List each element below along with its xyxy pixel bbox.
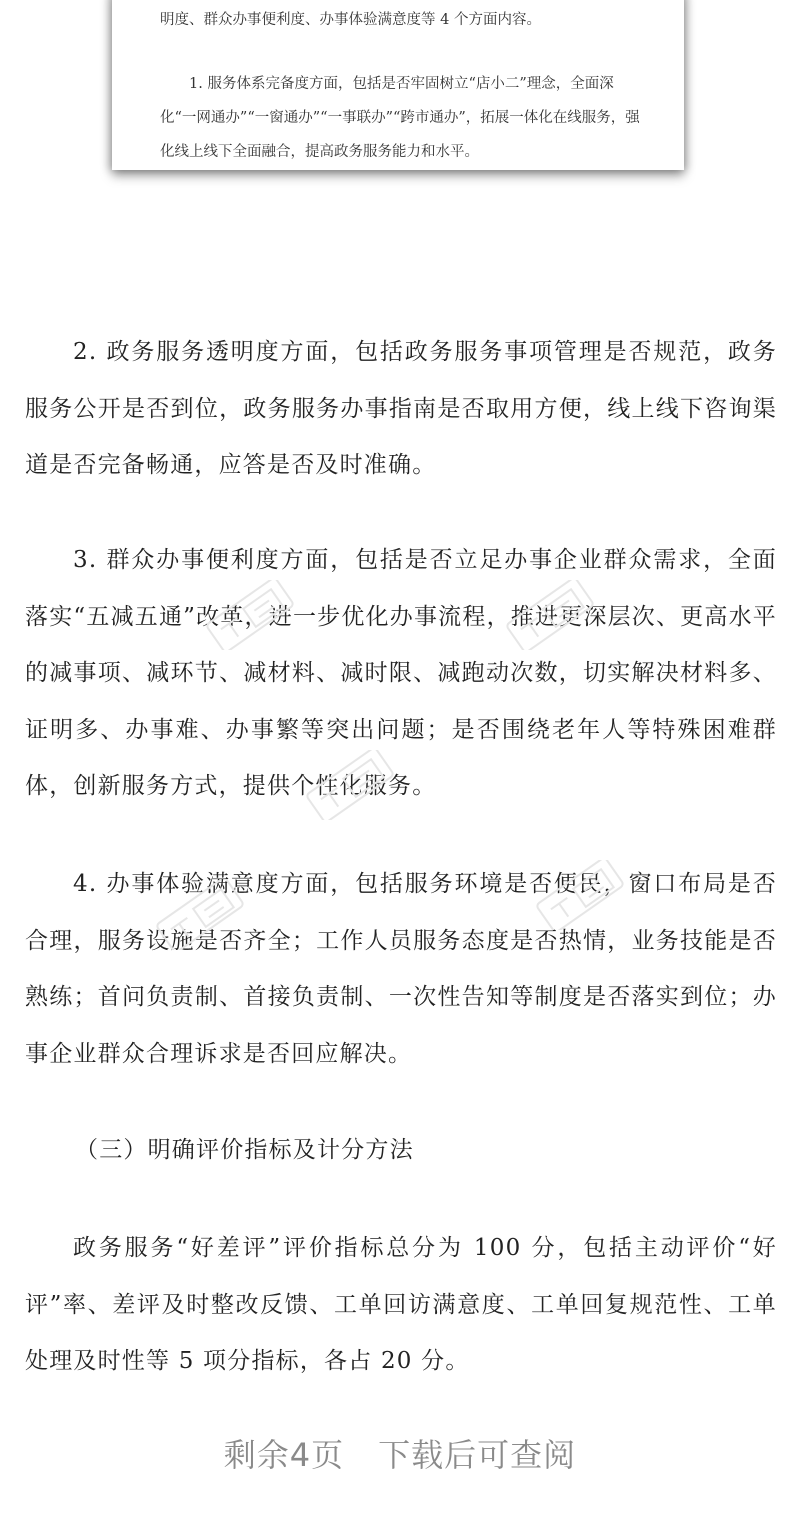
download-to-view-text: 下载后可查阅 xyxy=(378,1436,577,1474)
remaining-pages-text: 剩余4页 xyxy=(223,1436,345,1474)
download-prompt-banner[interactable] xyxy=(0,1430,800,1476)
preview-page-card xyxy=(112,0,684,170)
paragraph-transparency: 2. 政务服务透明度方面，包括政务服务事项管理是否规范，政务服务公开是否到位，政务服务办事指南是否取用方便，线上线下咨询渠道是否完备畅通，应答是否及时准确。 xyxy=(25,339,777,478)
section-heading-3: （三）明确评价指标及计分方法 xyxy=(75,1137,414,1163)
preview-text-line: 明度、群众办事便利度、办事体验满意度等 4 个方面内容。 xyxy=(160,12,541,28)
preview-paragraph-1: 1. 服务体系完备度方面，包括是否牢固树立“店小二”理念，全面深化“一网通办”“一窗通办”“一事联办”“跨市通办”，拓展一体化在线服务，强化线上线下全面融合，提高政务服务能力和水平。 xyxy=(160,76,640,160)
paragraph-convenience: 3. 群众办事便利度方面，包括是否立足办事企业群众需求，全面落实“五减五通”改革，进一步优化办事流程，推进更深层次、更高水平的减事项、减环节、减材料、减时限、减跑动次数，切实解决材料多、证明多、办事难、办事繁等突出问题；是否围绕老年人等特殊困难群体，创新服务方式，提供个性化服务。 xyxy=(25,547,777,799)
paragraph-scoring: 政务服务“好差评”评价指标总分为 100 分，包括主动评价“好评”率、差评及时整改反馈、工单回访满意度、工单回复规范性、工单处理及时性等 5 项分指标，各占 20 分。 xyxy=(25,1235,777,1374)
paragraph-satisfaction: 4. 办事体验满意度方面，包括服务环境是否便民，窗口布局是否合理，服务设施是否齐全；工作人员服务态度是否热情，业务技能是否熟练；首问负责制、首接负责制、一次性告知等制度是否落实到位；办事企业群众合理诉求是否回应解决。 xyxy=(25,871,777,1067)
